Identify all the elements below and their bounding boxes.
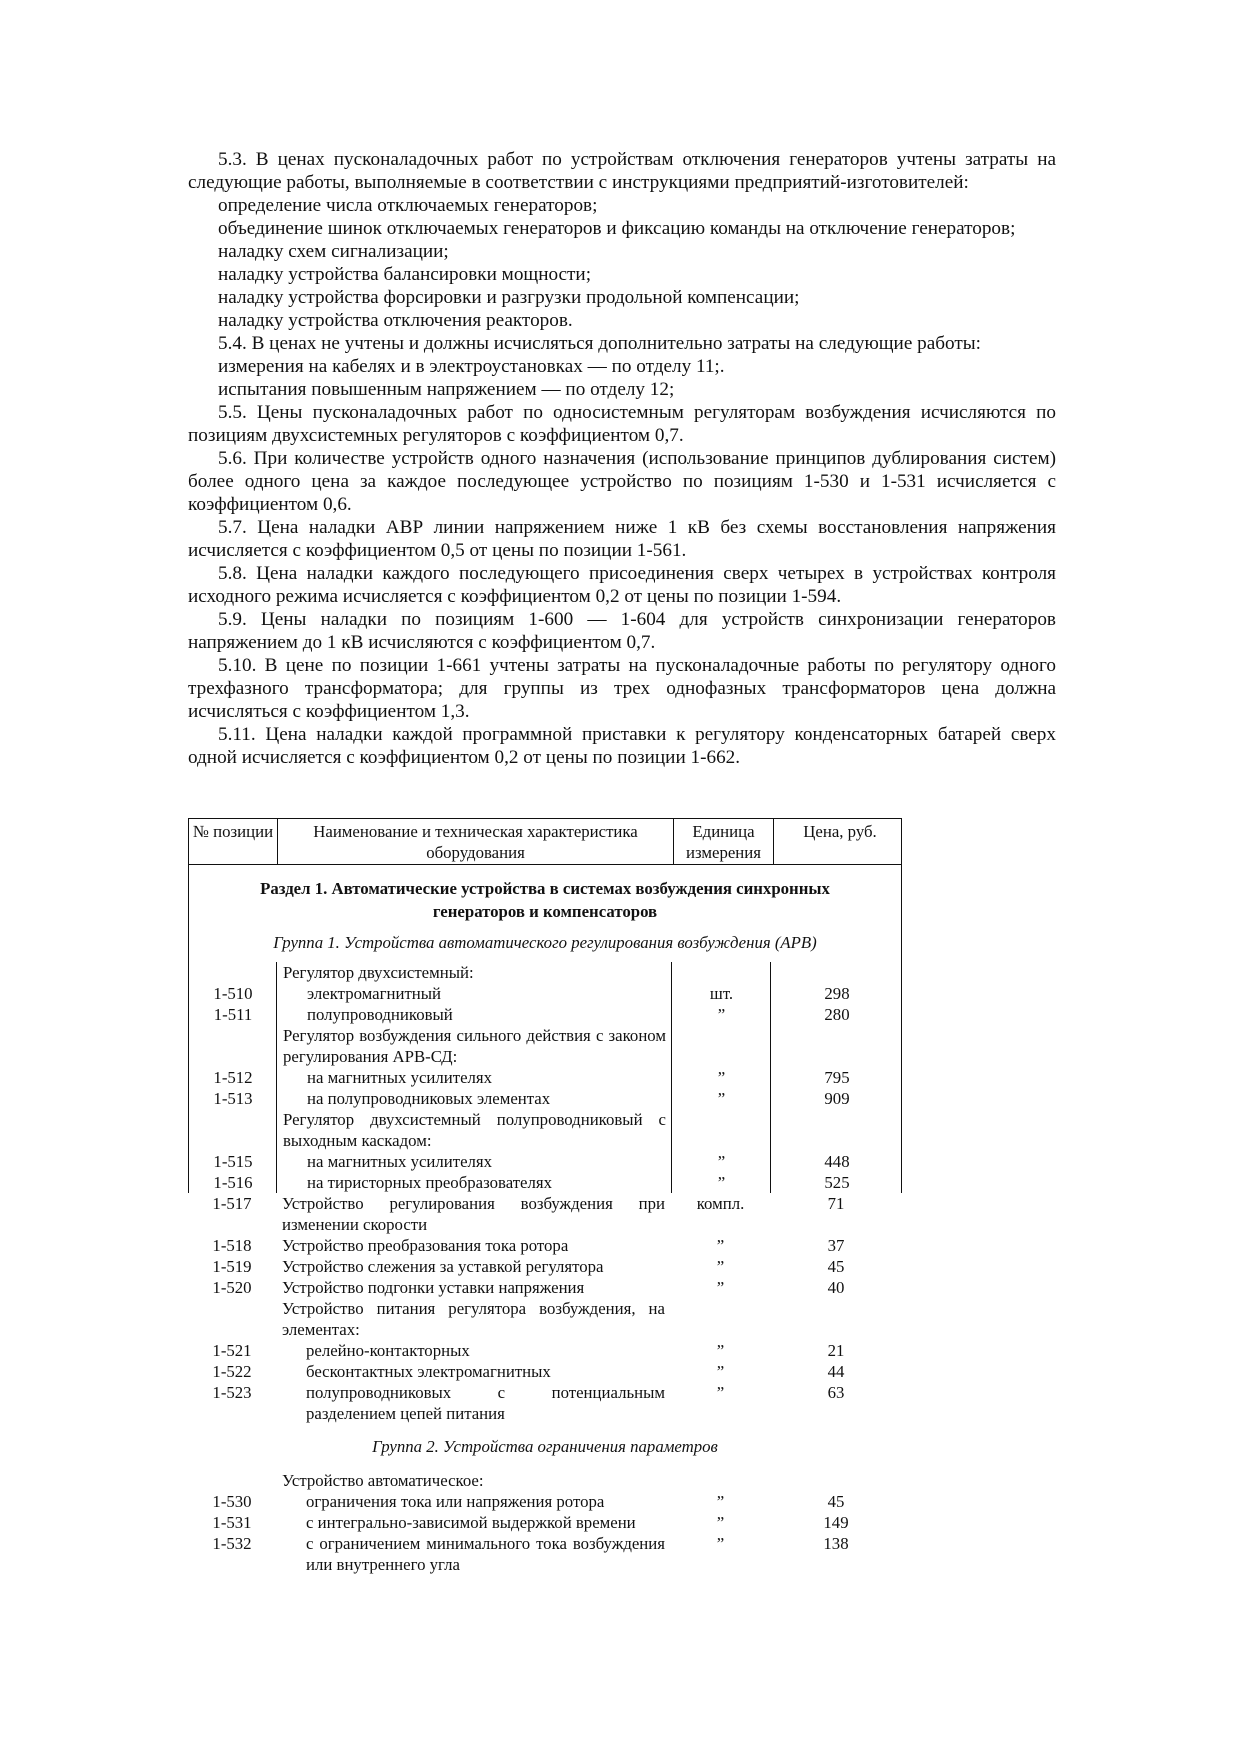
price-cell: 21 <box>827 1341 845 1360</box>
position-cell: 1-510 <box>213 984 253 1003</box>
position-cell: 1-512 <box>213 1068 253 1087</box>
header-unit: Единица измерения <box>673 819 773 864</box>
position-cell: 1-515 <box>213 1152 253 1171</box>
name-cell: Устройство регулирования возбуждения при изменении скорости <box>282 1194 665 1234</box>
position-cell: 1-530 <box>212 1492 252 1511</box>
unit-cell <box>671 1470 770 1491</box>
unit-cell: ” <box>716 1362 725 1381</box>
table-row <box>188 1298 902 1340</box>
paragraph: 5.4. В ценах не учтены и должны исчисляться дополнительно затраты на следующие работы: <box>218 333 981 354</box>
position-cell: 1-513 <box>213 1089 253 1108</box>
name-cell: Регулятор возбуждения сильного действия с законом регулирования АРВ-СД: <box>283 1026 666 1066</box>
table-row <box>188 1235 902 1256</box>
position-cell: 1-522 <box>212 1362 252 1381</box>
paragraph: 5.8. Цена наладки каждого последующего присоединения сверх четырех в устройствах контроля исходного режима исчисляется с коэффициентом 0,2 от цены по позиции 1-594. <box>188 563 1056 607</box>
price-cell: 795 <box>824 1068 850 1087</box>
name-cell: на полупроводниковых элементах <box>307 1089 551 1108</box>
table-row <box>189 1067 901 1088</box>
table-row <box>188 1193 902 1235</box>
price-cell: 448 <box>824 1152 850 1171</box>
position-cell: 1-532 <box>212 1534 252 1553</box>
price-cell: 45 <box>827 1492 845 1511</box>
unit-cell: ” <box>716 1257 725 1276</box>
name-cell: Устройство питания регулятора возбуждения, на элементах: <box>282 1299 665 1339</box>
header-position: № позиции <box>192 822 274 841</box>
position-cell: 1-518 <box>212 1236 252 1255</box>
table-body-boxed <box>188 865 902 962</box>
paragraph: 5.11. Цена наладки каждой программной приставки к регулятору конденсаторных батарей сверх одной исчисляется с коэффициентом 0,2 от цены по позиции 1-662. <box>188 724 1056 768</box>
price-cell: 45 <box>827 1257 845 1276</box>
price-cell: 40 <box>827 1278 845 1297</box>
unit-cell <box>672 1109 771 1151</box>
unit-cell: ” <box>717 1068 726 1087</box>
unit-cell: ” <box>716 1492 725 1511</box>
unit-cell: ” <box>717 1005 726 1024</box>
name-cell: бесконтактных электромагнитных <box>306 1362 551 1381</box>
table-row <box>188 1340 902 1361</box>
name-cell: релейно-контакторных <box>306 1341 470 1360</box>
price-cell: 37 <box>827 1236 845 1255</box>
position-cell: 1-531 <box>212 1513 252 1532</box>
unit-cell <box>672 962 771 983</box>
price-cell <box>770 1470 902 1491</box>
unit-cell: ” <box>717 1173 726 1192</box>
position-cell: 1-519 <box>212 1257 252 1276</box>
position-cell: 1-520 <box>212 1278 252 1297</box>
name-cell: полупроводниковый <box>307 1005 453 1024</box>
section-title: Раздел 1. Автоматические устройства в системах возбуждения синхронных генераторов и компенсаторов <box>260 879 830 921</box>
paragraph: объединение шинок отключаемых генераторов и фиксацию команды на отключение генераторов; <box>218 218 1016 239</box>
position-cell <box>188 1298 276 1340</box>
name-cell: на тиристорных преобразователях <box>307 1173 552 1192</box>
name-cell: полупроводниковых с потенциальным разделением цепей питания <box>306 1383 665 1423</box>
unit-cell: ” <box>716 1341 725 1360</box>
name-cell: с интегрально-зависимой выдержкой времени <box>306 1513 636 1532</box>
table-rows-group1 <box>188 1193 902 1424</box>
position-cell: 1-516 <box>213 1173 253 1192</box>
unit-cell: ” <box>716 1278 725 1297</box>
name-cell: Устройство автоматическое: <box>282 1471 484 1490</box>
name-cell: с ограничением минимального тока возбуждения или внутреннего угла <box>306 1534 665 1574</box>
table-header <box>188 818 902 865</box>
group-title: Группа 1. Устройства автоматического регулирования возбуждения (АРВ) <box>273 933 817 952</box>
position-cell: 1-511 <box>213 1005 253 1024</box>
unit-cell: ” <box>716 1534 725 1553</box>
header-price: Цена, руб. <box>773 819 906 864</box>
paragraph: наладку устройства форсировки и разгрузки продольной компенсации; <box>218 287 800 308</box>
price-cell: 138 <box>823 1534 849 1553</box>
paragraph: 5.9. Цены наладки по позициям 1-600 — 1-604 для устройств синхронизации генераторов напряжением до 1 кВ исчисляются с коэффициентом 0,7. <box>188 609 1056 653</box>
unit-cell: ” <box>716 1383 725 1402</box>
paragraph: определение числа отключаемых генераторов; <box>218 195 598 216</box>
table-row <box>189 1025 901 1067</box>
position-cell <box>189 962 277 983</box>
table-row <box>188 1470 902 1491</box>
name-cell: на магнитных усилителях <box>307 1068 493 1087</box>
price-cell <box>771 1025 903 1067</box>
price-table <box>188 818 902 1575</box>
table-row <box>188 1491 902 1512</box>
table-row <box>188 1361 902 1382</box>
group-title: Группа 2. Устройства ограничения параметров <box>372 1437 718 1456</box>
price-cell: 525 <box>824 1173 850 1192</box>
table-row <box>189 1004 901 1025</box>
name-cell: электромагнитный <box>307 984 442 1003</box>
position-cell: 1-521 <box>212 1341 252 1360</box>
paragraph: наладку устройства отключения реакторов. <box>218 310 573 331</box>
unit-cell: компл. <box>696 1194 745 1213</box>
header-name: Наименование и техническая характеристика оборудования <box>277 819 673 864</box>
price-cell <box>770 1298 902 1340</box>
name-cell: ограничения тока или напряжения ротора <box>306 1492 605 1511</box>
unit-cell: ” <box>717 1089 726 1108</box>
table-row <box>188 1533 902 1575</box>
price-cell: 63 <box>827 1383 845 1402</box>
table-row <box>189 1151 901 1172</box>
paragraph: 5.10. В цене по позиции 1-661 учтены затраты на пусконаладочные работы по регулятору одного трехфазного трансформатора; для группы из трех однофазных трансформаторов цена должна исчисляться с коэффициентом 1,3. <box>188 655 1056 722</box>
table-row <box>188 1277 902 1298</box>
paragraph: наладку устройства балансировки мощности; <box>218 264 592 285</box>
paragraph: 5.6. При количестве устройств одного назначения (использование принципов дублирования систем) более одного цена за каждое последующее устройство по позициям 1-530 и 1-531 исчисляется с коэффициентом 0,6. <box>188 448 1056 515</box>
price-cell: 44 <box>827 1362 845 1381</box>
position-cell: 1-523 <box>212 1383 252 1402</box>
position-cell: 1-517 <box>212 1194 252 1213</box>
price-cell <box>771 1109 903 1151</box>
paragraph: 5.7. Цена наладки АВР линии напряжением ниже 1 кВ без схемы восстановления напряжения исчисляется с коэффициентом 0,5 от цены по позиции 1-561. <box>188 517 1056 561</box>
body-text <box>188 148 1056 769</box>
table-row <box>189 1109 901 1151</box>
name-cell: Устройство слежения за уставкой регулятора <box>282 1257 604 1276</box>
table-row <box>189 1088 901 1109</box>
unit-cell <box>672 1025 771 1067</box>
table-rows-group2 <box>188 1470 902 1575</box>
paragraph: измерения на кабелях и в электроустановках — по отделу 11;. <box>218 356 725 377</box>
price-cell: 71 <box>827 1194 845 1213</box>
table-rows-boxed <box>188 962 902 1193</box>
name-cell: на магнитных усилителях <box>307 1152 493 1171</box>
price-cell: 280 <box>824 1005 850 1024</box>
paragraph: испытания повышенным напряжением — по отделу 12; <box>218 379 675 400</box>
position-cell <box>189 1025 277 1067</box>
name-cell: Регулятор двухсистемный: <box>283 963 474 982</box>
paragraph: наладку схем сигнализации; <box>218 241 449 262</box>
name-cell: Устройство преобразования тока ротора <box>282 1236 569 1255</box>
paragraph: 5.5. Цены пусконаладочных работ по односистемным регуляторам возбуждения исчисляются по позициям двухсистемных регуляторов с коэффициентом 0,7. <box>188 402 1056 446</box>
table-row <box>188 1382 902 1424</box>
price-cell: 909 <box>824 1089 850 1108</box>
price-cell: 149 <box>823 1513 849 1532</box>
table-row <box>189 962 901 983</box>
table-row <box>188 1512 902 1533</box>
unit-cell <box>671 1298 770 1340</box>
unit-cell: шт. <box>709 984 734 1003</box>
name-cell: Регулятор двухсистемный полупроводниковый с выходным каскадом: <box>283 1110 666 1150</box>
position-cell <box>188 1470 276 1491</box>
price-cell <box>771 962 903 983</box>
position-cell <box>189 1109 277 1151</box>
table-row <box>188 1256 902 1277</box>
name-cell: Устройство подгонки уставки напряжения <box>282 1278 585 1297</box>
table-row <box>189 1172 901 1193</box>
unit-cell: ” <box>716 1236 725 1255</box>
table-row <box>189 983 901 1004</box>
unit-cell: ” <box>716 1513 725 1532</box>
unit-cell: ” <box>717 1152 726 1171</box>
paragraph: 5.3. В ценах пусконаладочных работ по устройствам отключения генераторов учтены затраты на следующие работы, выполняемые в соответствии с инструкциями предприятий-изготовителей: <box>188 149 1056 193</box>
price-cell: 298 <box>824 984 850 1003</box>
